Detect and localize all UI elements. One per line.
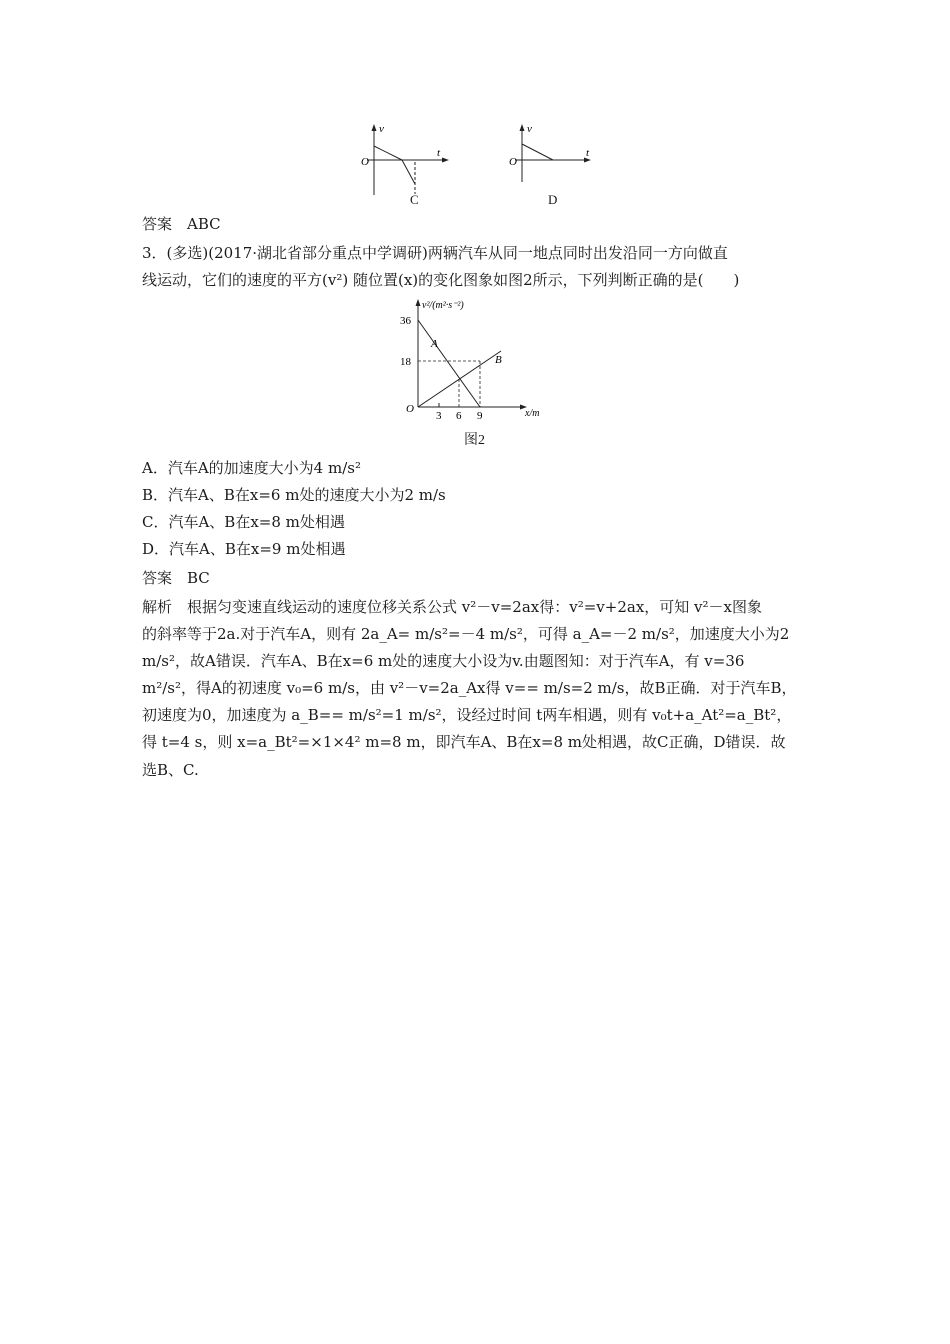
option-a: A．汽车A的加速度大小为4 m/s²	[142, 459, 361, 477]
figure-2-y-tick-18: 18	[400, 356, 411, 368]
figure-2-caption: 图2	[464, 433, 485, 448]
graph-d-origin: O	[509, 156, 517, 168]
figure-2-y-axis-label: v²/(m²·s⁻²)	[422, 300, 464, 311]
option-d: D．汽车A、B在x=9 m处相遇	[142, 540, 346, 558]
analysis-line-7: 选B、C.	[142, 761, 199, 779]
analysis-line-6: 得 t=4 s，则 x=a_Bt²=×1×4² m=8 m，即汽车A、B在x=8 m处相遇，故C正确，D错误．故	[142, 733, 786, 751]
graph-d-caption: D	[548, 192, 558, 207]
question-line-2: 线运动，它们的速度的平方(v²) 随位置(x)的变化图象如图2所示，下列判断正确的是( )	[142, 271, 740, 289]
analysis-line-5: 初速度为0，加速度为 a_B== m/s²=1 m/s²，设经过时间 t两车相遇，则有 v₀t+a_At²=a_Bt²，	[142, 706, 792, 724]
graph-d-x-label: t	[586, 147, 590, 159]
figure-2-line-b-label: B	[495, 354, 502, 366]
graph-c-origin: O	[361, 156, 369, 168]
analysis-line-3: m/s²，故A错误．汽车A、B在x=6 m处的速度大小设为v.由题图知：对于汽车A，有 v=36	[142, 652, 745, 670]
analysis-line-1: 解析 根据匀变速直线运动的速度位移关系公式 v²－v=2ax得：v²=v+2ax，可知 v²－x图象	[142, 598, 763, 616]
figure-2-graph	[398, 295, 558, 425]
question-line-1: 3．(多选)(2017·湖北省部分重点中学调研)两辆汽车从同一地点同时出发沿同一方向做直	[142, 244, 728, 262]
graph-c-y-label: v	[379, 123, 384, 135]
graph-c-x-label: t	[437, 147, 441, 159]
graph-d-y-label: v	[527, 123, 532, 135]
answer: 答案 BC	[142, 569, 210, 587]
option-c: C．汽车A、B在x=8 m处相遇	[142, 513, 345, 531]
figure-2-x-axis-label: x/m	[525, 408, 540, 419]
previous-answer: 答案 ABC	[142, 215, 221, 233]
figure-2-line-a-label: A	[431, 338, 438, 350]
graph-c-caption: C	[410, 192, 419, 207]
graph-c	[355, 120, 455, 210]
option-b: B．汽车A、B在x=6 m处的速度大小为2 m/s	[142, 486, 446, 504]
analysis-line-4: m²/s²，得A的初速度 v₀=6 m/s，由 v²－v=2a_Ax得 v== m/s=2 m/s，故B正确．对于汽车B，	[142, 679, 797, 697]
figure-2-x-tick-3: 3	[436, 410, 442, 422]
figure-2-origin: O	[406, 403, 414, 415]
figure-2-x-tick-6: 6	[456, 410, 462, 422]
analysis-line-2: 的斜率等于2a.对于汽车A，则有 2a_A= m/s²=－4 m/s²，可得 a_A=－2 m/s²，加速度大小为2	[142, 625, 790, 643]
figure-2-y-tick-36: 36	[400, 315, 411, 327]
figure-2-x-tick-9: 9	[477, 410, 483, 422]
